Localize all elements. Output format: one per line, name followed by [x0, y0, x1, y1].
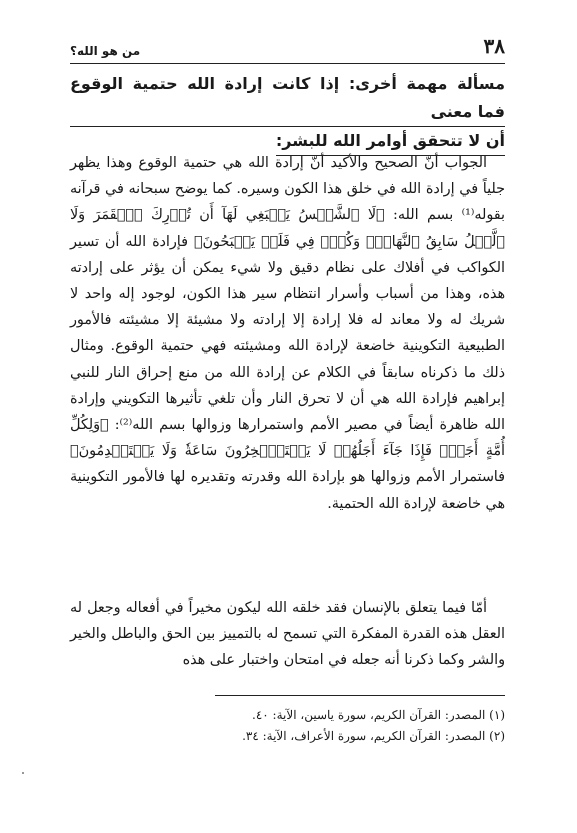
heading-line-1: مسألة مهمة أخرى: إذا كانت إرادة الله حتمية الوقوع فما معنى [70, 70, 505, 127]
footnote-2: (٢) المصدر: القرآن الكريم، سورة الأعراف، الآية: ٣٤. [242, 729, 505, 743]
scan-speck [22, 772, 24, 774]
body-paragraph-2: أمّا فيما يتعلق بالإنسان فقد خلقه الله ليكون مخيراً في أفعاله وجعل له العقل هذه القدرة المفكرة التي تسمح له بالتمييز بين الحق والباطل والخير والشر وكما ذكرنا أنه جعله في امتحان واختبار على هذه [70, 600, 505, 669]
running-header [70, 34, 505, 58]
page-number: ٣٨ [483, 34, 505, 58]
footnotes [70, 705, 505, 747]
running-title: من هو الله؟ [70, 44, 141, 58]
footnote-1: (١) المصدر: القرآن الكريم، سورة ياسين، الآية: ٤٠. [252, 708, 505, 722]
section-heading [70, 70, 505, 156]
body-paragraph-1: الجواب أنّ الصحيح والأكيد أنّ إرادة الله هي حتمية الوقوع وهذا يظهر جلياً في إرادة الله في خلق هذا الكون وسيره. كما يوضح سبحانه في قرآنه بقوله⁽¹⁾ بسم الله: ﴿لَا ٱلشَّمۡسُ يَنۢبَغِي لَهَآ أَن تُدۡرِكَ ٱلۡقَمَرَ وَلَا ٱلَّيۡلُ سَابِقُ ٱلنَّهَارِۚ وَكُلّٞ فِي فَلَكٖ يَسۡبَحُونَ﴾ فإرادة الله أن تسير الكواكب في أفلاك على نظام دقيق ولا شيء يمكن أن يؤثر على إرادته هذه، وهذا من أسباب وأسرار انتظام سير هذا الكون، لوجود إله واحد لا شريك له ولا معاند له فلا إرادة إلا إرادته ولا مشيئة إلا مشيئته فالأمور الطبيعية التكوينية خاضعة لإرادة الله ومشيئته فهي حتمية الوقوع. ومثال ذلك ما ذكرناه سابقاً في الكلام عن إرادة الله من منع إحراق النار للنبي إبراهيم فإرادة الله هي أن لا تحرق النار وأن تلغي تأثيرها التكويني وإرادة الله ظاهرة أيضاً في مصير الأمم واستمرارها وزوالها بسم الله⁽²⁾: ﴿وَلِكُلِّ أُمَّةٍ أَجَلٌۖ فَإِذَا جَآءَ أَجَلُهُمۡ لَا يَسۡتَـٔۡخِرُونَ سَاعَةٗ وَلَا يَسۡتَقۡدِمُونَ﴾ فاستمرار الأمم وزوالها هو بإرادة الله وقدرته وتقديره لها فالأمور التكوينية هي خاضعة لإرادة الله الحتمية. [70, 155, 505, 512]
header-divider [70, 63, 505, 64]
heading-line-2: أن لا تتحقق أوامر الله للبشر: [276, 127, 505, 156]
footnote-divider [215, 695, 505, 696]
